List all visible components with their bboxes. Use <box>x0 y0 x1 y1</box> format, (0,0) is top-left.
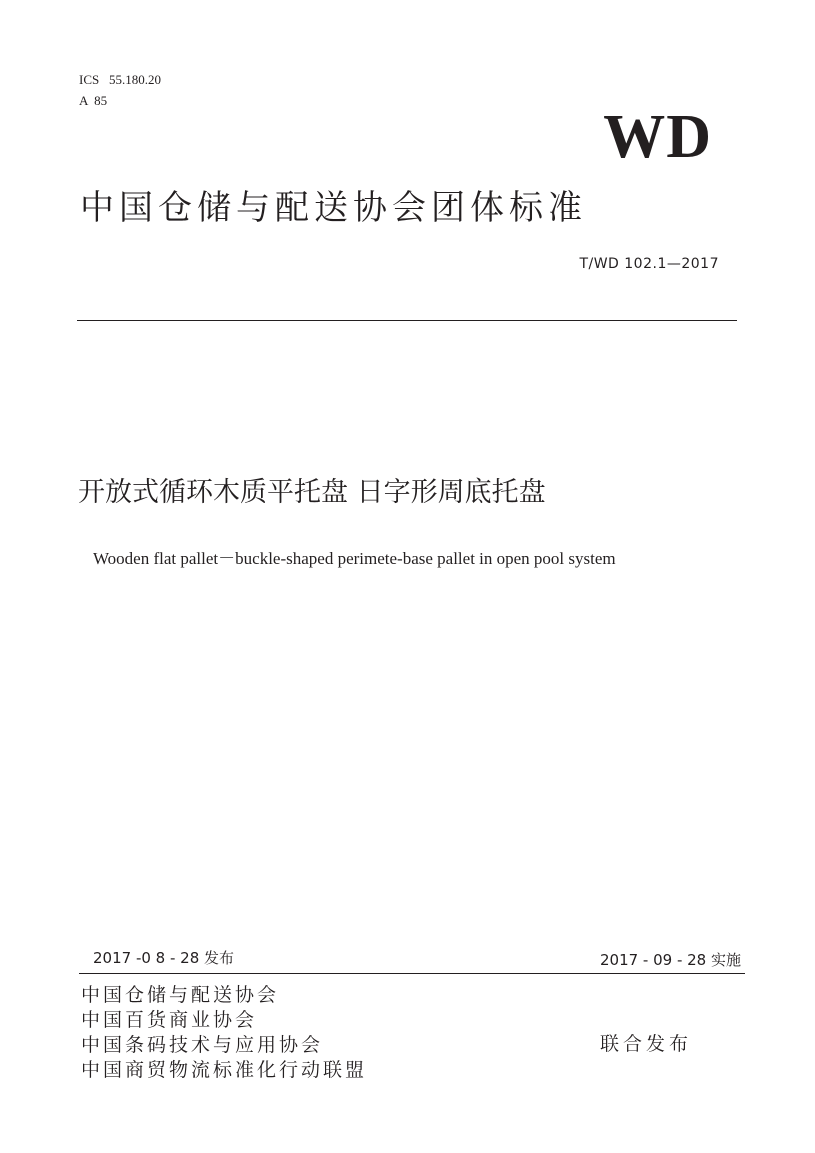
joint-release-label: 联合发布 <box>600 1033 693 1055</box>
classification-code: A 85 <box>79 93 108 108</box>
organization-title: 中国仓储与配送协会团体标准 <box>80 188 587 228</box>
publisher-list <box>81 983 367 1083</box>
implementation-date: 2017 - 09 - 28 实施 <box>599 951 741 969</box>
top-divider <box>77 320 737 321</box>
document-title-english: Wooden flat pallet－buckle-shaped perimete-base pallet in open pool system <box>93 549 616 568</box>
publisher-item: 中国百货商业协会 <box>81 1009 258 1031</box>
publisher-item: 中国商贸物流标准化行动联盟 <box>81 1059 368 1081</box>
publisher-item: 中国仓储与配送协会 <box>81 984 280 1006</box>
issue-date: 2017 -0 8 - 28 发布 <box>93 949 235 967</box>
document-title-chinese: 开放式循环木质平托盘 日字形周底托盘 <box>78 477 546 508</box>
bottom-divider <box>79 973 745 974</box>
ics-code: ICS 55.180.20 <box>79 72 161 87</box>
publisher-item: 中国条码技术与应用协会 <box>81 1034 324 1056</box>
wd-logo: WD <box>603 103 712 171</box>
standard-number: T/WD 102.1—2017 <box>579 256 719 272</box>
